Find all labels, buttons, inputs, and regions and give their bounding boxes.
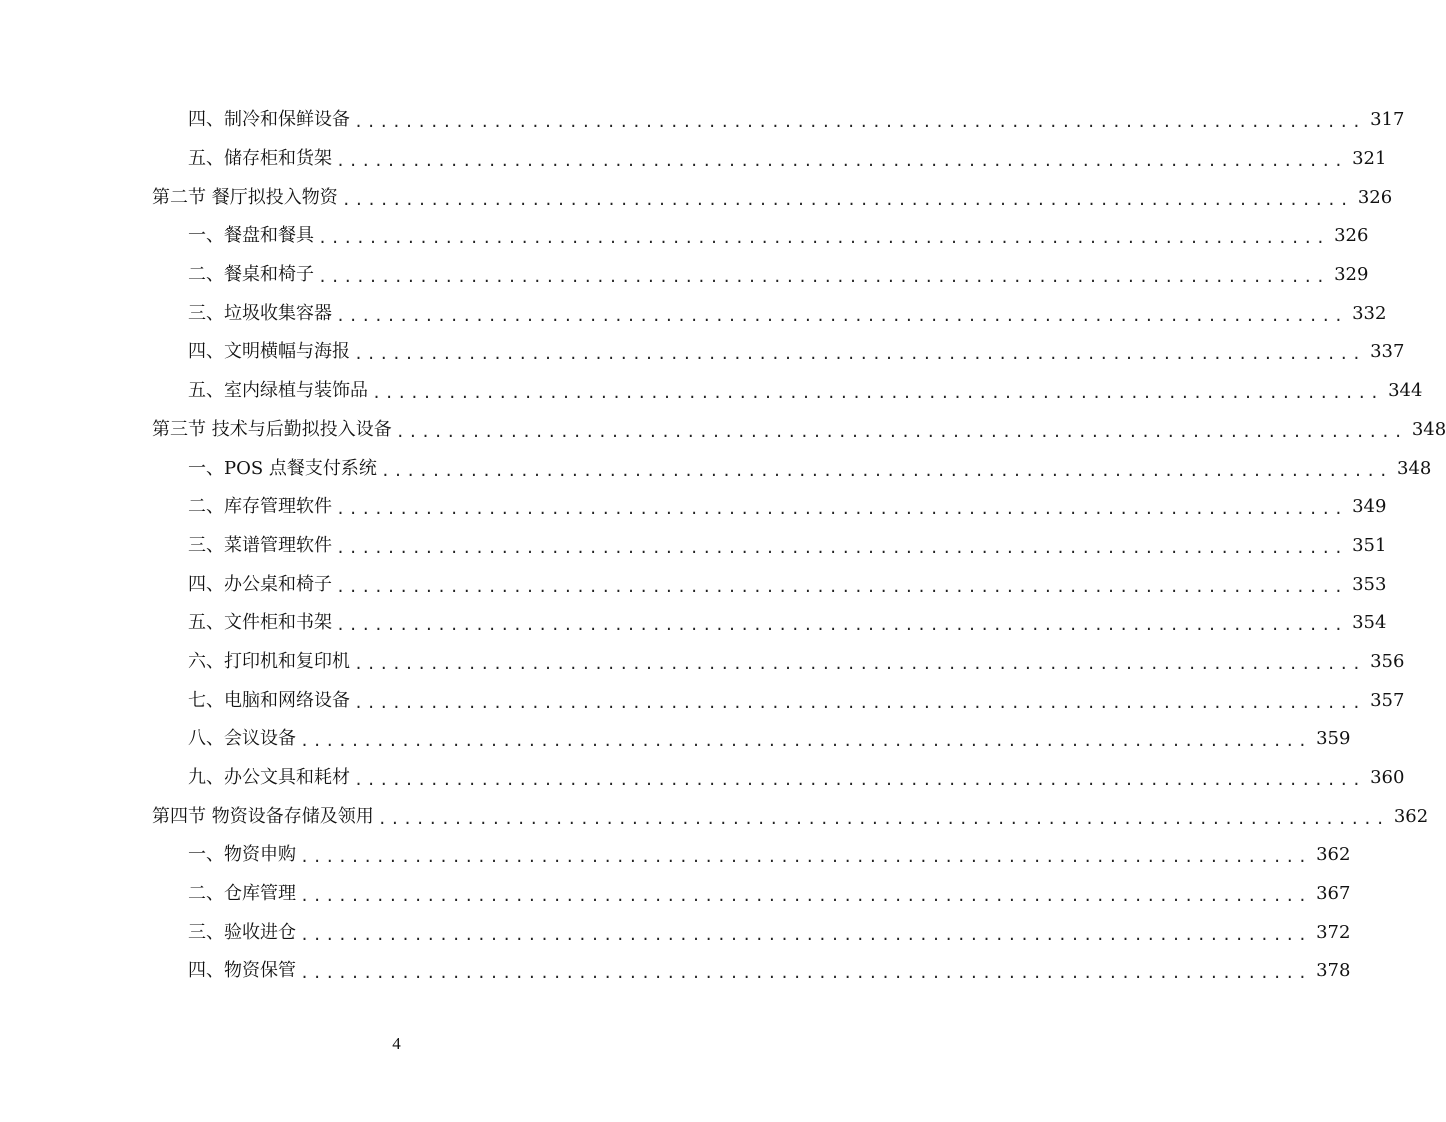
toc-entry-page-number: 337 — [1370, 341, 1405, 363]
toc-entry-page-number: 351 — [1352, 534, 1387, 556]
toc-entry-page-number: 362 — [1393, 805, 1429, 827]
toc-entry-page-number: 332 — [1352, 302, 1387, 324]
toc-entry-page-number: 321 — [1352, 148, 1387, 170]
toc-entry-title: 二、仓库管理 — [188, 883, 296, 905]
toc-subsection-entry[interactable] — [0, 565, 1387, 604]
toc-section-entry[interactable] — [0, 178, 1393, 217]
table-of-contents — [0, 101, 1446, 991]
toc-entry-page-number: 353 — [1352, 573, 1387, 595]
toc-entry-title: 三、菜谱管理软件 — [188, 534, 332, 556]
toc-subsection-entry[interactable] — [0, 604, 1387, 643]
toc-subsection-entry[interactable] — [0, 952, 1351, 991]
toc-subsection-entry[interactable] — [0, 643, 1405, 682]
toc-entry-title: 七、电脑和网络设备 — [188, 689, 350, 711]
toc-entry-title: 六、打印机和复印机 — [188, 650, 350, 672]
toc-dot-leader: ................................................................................ — [318, 229, 1329, 248]
toc-entry-title: 一、餐盘和餐具 — [188, 225, 314, 247]
toc-entry-page-number: 349 — [1352, 496, 1387, 518]
toc-entry-page-number: 360 — [1370, 767, 1405, 789]
toc-dot-leader: ................................................................................ — [372, 384, 1383, 403]
toc-entry-title: 二、餐桌和椅子 — [188, 264, 314, 286]
toc-subsection-entry[interactable] — [0, 101, 1405, 140]
toc-entry-title: 一、物资申购 — [188, 844, 296, 866]
toc-dot-leader: ................................................................................ — [300, 848, 1311, 867]
toc-dot-leader: ................................................................................ — [318, 268, 1329, 287]
toc-entry-page-number: 354 — [1352, 612, 1387, 634]
toc-dot-leader: ................................................................................ — [300, 732, 1311, 751]
toc-entry-page-number: 344 — [1388, 380, 1423, 402]
toc-dot-leader: ................................................................................ — [354, 654, 1365, 673]
toc-dot-leader: ................................................................................ — [354, 345, 1365, 364]
toc-subsection-entry[interactable] — [0, 875, 1351, 914]
toc-entry-page-number: 356 — [1370, 650, 1405, 672]
toc-entry-page-number: 326 — [1334, 225, 1369, 247]
toc-subsection-entry[interactable] — [0, 759, 1405, 798]
toc-entry-title: 第二节 餐厅拟投入物资 — [152, 186, 338, 208]
toc-entry-page-number: 348 — [1411, 418, 1446, 440]
toc-dot-leader: ................................................................................ — [354, 113, 1365, 132]
toc-entry-page-number: 362 — [1316, 844, 1351, 866]
toc-entry-title: 四、物资保管 — [188, 960, 296, 982]
toc-subsection-entry[interactable] — [0, 449, 1432, 488]
toc-subsection-entry[interactable] — [0, 681, 1405, 720]
toc-dot-leader: ................................................................................ — [336, 616, 1347, 635]
toc-dot-leader: ................................................................................ — [354, 693, 1365, 712]
toc-dot-leader: ................................................................................ — [336, 306, 1347, 325]
toc-subsection-entry[interactable] — [0, 720, 1351, 759]
toc-entry-page-number: 317 — [1370, 109, 1405, 131]
toc-dot-leader: ................................................................................ — [300, 964, 1311, 983]
toc-entry-page-number: 372 — [1316, 921, 1351, 943]
toc-dot-leader: ................................................................................ — [354, 771, 1365, 790]
toc-subsection-entry[interactable] — [0, 217, 1369, 256]
toc-subsection-entry[interactable] — [0, 372, 1423, 411]
toc-entry-title: 九、办公文具和耗材 — [188, 767, 350, 789]
toc-entry-page-number: 329 — [1334, 264, 1369, 286]
toc-section-entry[interactable] — [0, 411, 1446, 450]
toc-entry-title: 四、办公桌和椅子 — [188, 573, 332, 595]
toc-subsection-entry[interactable] — [0, 913, 1351, 952]
toc-entry-page-number: 326 — [1357, 186, 1393, 208]
toc-entry-title: 四、文明横幅与海报 — [188, 341, 350, 363]
toc-entry-page-number: 378 — [1316, 960, 1351, 982]
toc-dot-leader: ................................................................................ — [377, 809, 1389, 828]
toc-entry-title: 八、会议设备 — [188, 728, 296, 750]
toc-entry-title: 第三节 技术与后勤拟投入设备 — [152, 418, 392, 440]
toc-dot-leader: ................................................................................ — [395, 422, 1407, 441]
toc-entry-title: 四、制冷和保鲜设备 — [188, 109, 350, 131]
toc-dot-leader: ................................................................................ — [336, 152, 1347, 171]
toc-entry-title: 三、垃圾收集容器 — [188, 302, 332, 324]
toc-subsection-entry[interactable] — [0, 333, 1405, 372]
toc-entry-page-number: 359 — [1316, 728, 1351, 750]
toc-entry-title: 二、库存管理软件 — [188, 496, 332, 518]
toc-subsection-entry[interactable] — [0, 488, 1387, 527]
toc-dot-leader: ................................................................................ — [380, 461, 1392, 480]
toc-section-entry[interactable] — [0, 797, 1429, 836]
toc-dot-leader: ................................................................................ — [341, 190, 1353, 209]
toc-entry-title: 第四节 物资设备存储及领用 — [152, 805, 374, 827]
toc-entry-page-number: 348 — [1397, 457, 1432, 479]
toc-dot-leader: ................................................................................ — [336, 538, 1347, 557]
toc-entry-title: 五、储存柜和货架 — [188, 148, 332, 170]
toc-subsection-entry[interactable] — [0, 256, 1369, 295]
toc-subsection-entry[interactable] — [0, 294, 1387, 333]
page-number: 4 — [392, 1034, 401, 1053]
toc-entry-page-number: 367 — [1316, 883, 1351, 905]
toc-entry-page-number: 357 — [1370, 689, 1405, 711]
toc-dot-leader: ................................................................................ — [300, 887, 1311, 906]
toc-entry-title: 五、室内绿植与装饰品 — [188, 380, 368, 402]
toc-subsection-entry[interactable] — [0, 527, 1387, 566]
toc-entry-title: 一、POS 点餐支付系统 — [188, 457, 377, 479]
toc-dot-leader: ................................................................................ — [300, 925, 1311, 944]
toc-subsection-entry[interactable] — [0, 140, 1387, 179]
toc-dot-leader: ................................................................................ — [336, 500, 1347, 519]
toc-dot-leader: ................................................................................ — [336, 577, 1347, 596]
toc-entry-title: 五、文件柜和书架 — [188, 612, 332, 634]
toc-subsection-entry[interactable] — [0, 836, 1351, 875]
toc-entry-title: 三、验收进仓 — [188, 921, 296, 943]
